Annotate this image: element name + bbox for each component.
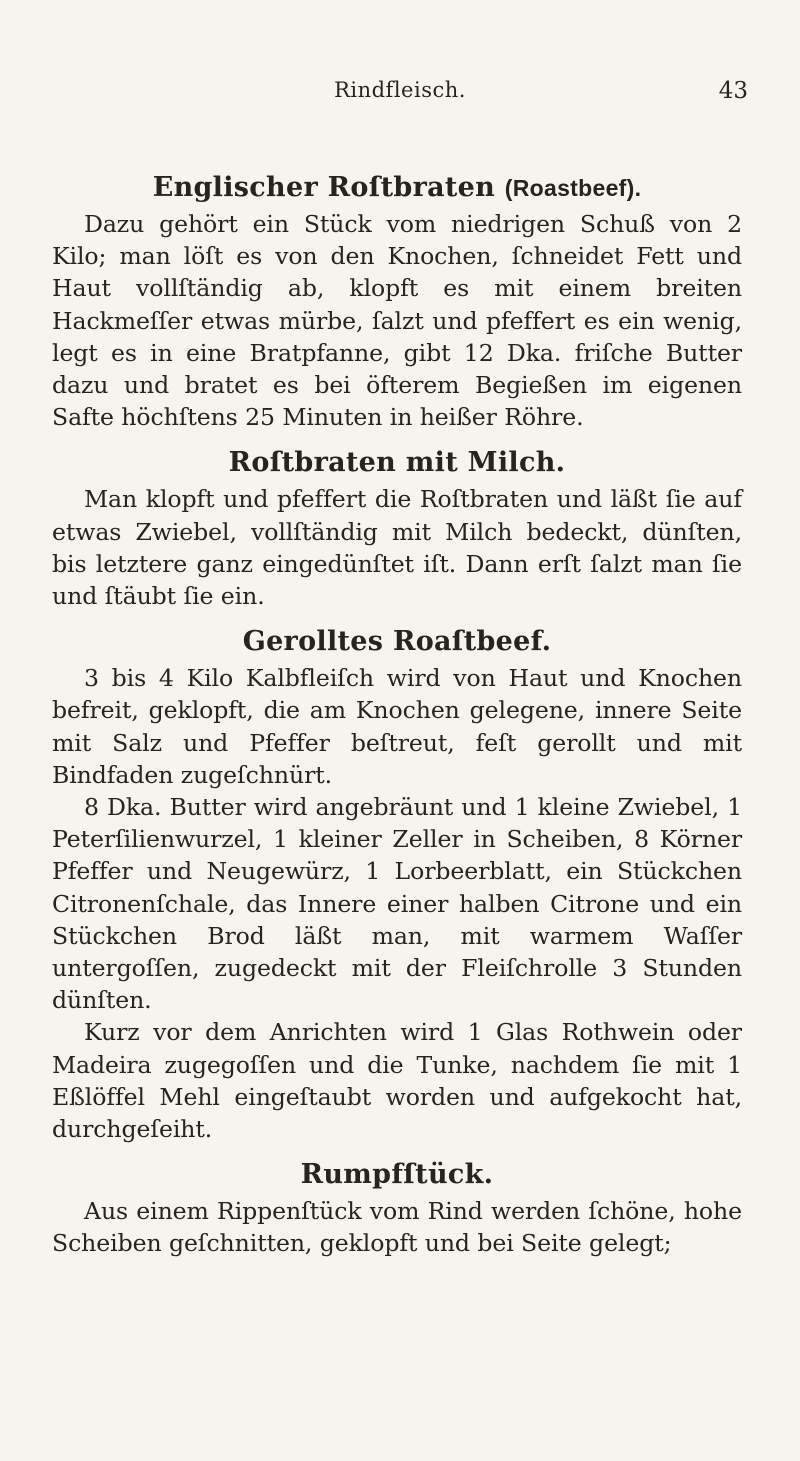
running-title: Rindfleisch. [334, 78, 466, 102]
recipe-roastbeef [52, 168, 742, 433]
recipe-paragraph: Kurz vor dem Anrichten wird 1 Glas Rothwein oder Madeira zugegoſſen und die Tunke, nachdem ſie mit 1 Eßlöffel Mehl eingeſtaubt worden und aufgekocht hat, durchgeſeiht. [52, 1018, 742, 1144]
page-number: 43 [718, 78, 748, 104]
recipe-heading [52, 168, 742, 208]
running-head [46, 78, 754, 114]
recipe-title: Englischer Roſtbraten [152, 172, 496, 203]
recipe-paragraph: Aus einem Rippenſtück vom Rind werden ſchöne, hohe Scheiben geſchnitten, geklopft und bei Seite gelegt; [52, 1197, 742, 1258]
page-body [52, 168, 742, 1260]
recipe-heading: Gerolltes Roaſtbeef. [242, 626, 552, 658]
recipe-paragraph: 8 Dka. Butter wird angebräunt und 1 kleine Zwiebel, 1 Peterſilienwurzel, 1 kleiner Zeller in Scheiben, 8 Körner Pfeffer und Neugewürz, 1 Lorbeerblatt, ein Stückchen Citronenſchale, das Innere einer halben Citrone und ein Stückchen Brod läßt man, mit warmem Waſſer untergoſſen, zugedeckt mit der Fleiſchrolle 3 Stunden dünſten. [52, 793, 742, 1015]
recipe-paragraph: 3 bis 4 Kilo Kalbfleiſch wird von Haut und Knochen befreit, geklopft, die am Knochen gelegene, innere Seite mit Salz und Pfeffer beſtreut, feſt gerollt und mit Bindfaden zugeſchnürt. [52, 664, 742, 789]
recipe-gerolltes-roastbeef [52, 622, 742, 1145]
recipe-rostbraten-milch [52, 443, 742, 612]
recipe-heading: Rumpfſtück. [300, 1159, 494, 1191]
recipe-heading: Roſtbraten mit Milch. [228, 447, 566, 479]
recipe-title-note: (Roastbeef). [504, 175, 642, 201]
recipe-rumpfstueck [52, 1155, 742, 1259]
recipe-paragraph: Dazu gehört ein Stück vom niedrigen Schuß von 2 Kilo; man löſt es von den Knochen, ſchneidet Fett und Haut vollſtändig ab, klopft es mit einem breiten Hackmeſſer etwas mürbe, ſalzt und pfeffert es ein wenig, legt es in eine Bratpfanne, gibt 12 Dka. friſche Butter dazu und bratet es bei öfterem Begießen im eigenen Safte höchſtens 25 Minuten in heißer Röhre. [52, 210, 742, 432]
recipe-paragraph: Man klopft und pfeffert die Roſtbraten und läßt ſie auf etwas Zwiebel, vollſtändig mit Milch bedeckt, dünſten, bis letztere ganz eingedünſtet iſt. Dann erſt ſalzt man ſie und ſtäubt ſie ein. [52, 485, 742, 611]
